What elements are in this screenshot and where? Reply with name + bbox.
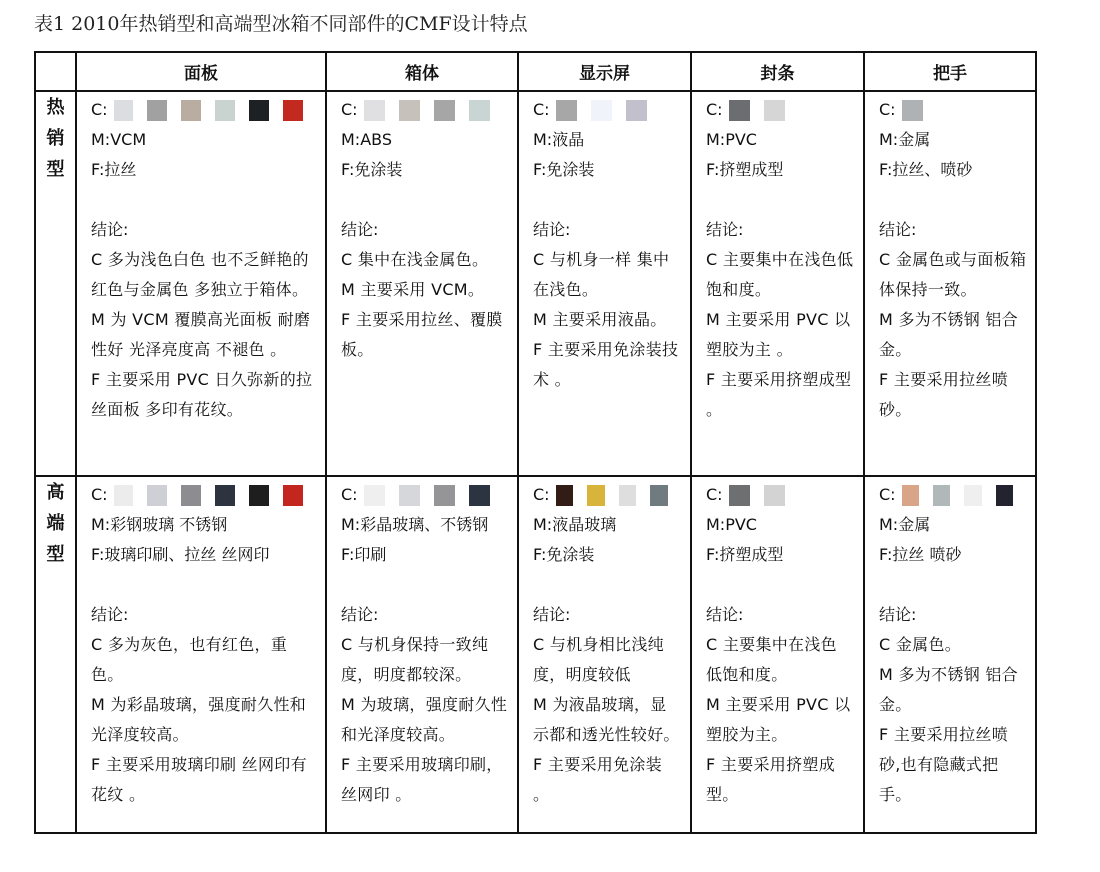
color-swatch-row [879, 480, 1027, 510]
header-cabinet: 箱体 [326, 52, 518, 91]
conclusion-label: 结论: [533, 605, 571, 624]
color-label: C: [879, 100, 896, 119]
cell-content [692, 92, 863, 425]
header-row [35, 52, 1036, 91]
conclusion-paragraph: C 与机身保持一致纯度，明度都较深。 [341, 635, 489, 684]
conclusion-paragraph: M 为 VCM 覆膜高光面板 耐磨性好 光泽亮度高 不褪色 。 [91, 310, 311, 359]
header-display: 显示屏 [518, 52, 691, 91]
color-swatch [181, 100, 201, 121]
material-line: M:彩晶玻璃、不锈钢 [341, 515, 489, 534]
spacer [879, 185, 1027, 215]
row-label-cell [35, 476, 76, 833]
header-panel: 面板 [76, 52, 326, 91]
conclusion-paragraph: M 主要采用 VCM。 [341, 280, 485, 299]
color-swatch [764, 485, 785, 506]
color-label: C: [91, 100, 108, 119]
conclusion-label: 结论: [879, 220, 917, 239]
finish-line: F:玻璃印刷、拉丝 丝网印 [91, 545, 270, 564]
color-swatch-row [533, 95, 682, 125]
finish-line: F:挤塑成型 [706, 160, 784, 179]
finish-line: F:印刷 [341, 545, 387, 564]
conclusion-label: 结论: [706, 605, 744, 624]
cell-content [77, 92, 325, 425]
row-label-cell [35, 91, 76, 476]
color-label: C: [533, 100, 550, 119]
cmf-table [34, 51, 1037, 834]
conclusion-label: 结论: [341, 605, 379, 624]
finish-line: F:免涂装 [533, 545, 595, 564]
color-swatch-row [706, 95, 855, 125]
conclusion-paragraph: C 与机身相比浅纯度，明度较低 [533, 635, 664, 684]
header-handle: 把手 [864, 52, 1036, 91]
spacer [533, 570, 682, 600]
conclusion-paragraph: F 主要采用玻璃印刷，丝网印 。 [341, 755, 503, 804]
finish-line: F:免涂装 [533, 160, 595, 179]
color-swatch [996, 485, 1013, 506]
material-line: M:液晶玻璃 [533, 515, 617, 534]
color-swatch [556, 485, 574, 506]
color-swatch [399, 485, 420, 506]
cell-display [518, 91, 691, 476]
conclusion-label: 结论: [879, 605, 917, 624]
cell-display [518, 476, 691, 833]
color-swatch [364, 485, 385, 506]
conclusion-paragraph: F 主要采用 PVC 日久弥新的拉丝面板 多印有花纹。 [91, 370, 313, 419]
color-swatch [591, 100, 612, 121]
conclusion-paragraph: M 多为不锈钢 铝合金。 [879, 665, 1018, 714]
color-swatch [902, 100, 923, 121]
conclusion-paragraph: M 主要采用 PVC 以塑胶为主。 [706, 695, 851, 744]
cell-content [865, 92, 1035, 425]
color-swatch [764, 100, 785, 121]
conclusion-paragraph: F 主要采用免涂装技术 。 [533, 340, 679, 389]
spacer [706, 570, 855, 600]
conclusion-paragraph: M 主要采用 PVC 以塑胶为主 。 [706, 310, 851, 359]
conclusion-paragraph: C 多为浅色白色 也不乏鲜艳的红色与金属色 多独立于箱体。 [91, 250, 309, 299]
cell-panel [76, 91, 326, 476]
conclusion-paragraph: F 主要采用拉丝、覆膜板。 [341, 310, 503, 359]
color-swatch [469, 485, 490, 506]
conclusion-paragraph: M 多为不锈钢 铝合金。 [879, 310, 1018, 359]
color-label: C: [706, 100, 723, 119]
color-swatch [902, 485, 919, 506]
conclusion-paragraph: C 多为灰色，也有红色，重色。 [91, 635, 288, 684]
finish-line: F:拉丝 [91, 160, 137, 179]
finish-line: F:拉丝 喷砂 [879, 545, 962, 564]
color-swatch [249, 100, 269, 121]
color-swatch-row [91, 480, 317, 510]
conclusion-paragraph: C 主要集中在浅色低饱和度。 [706, 250, 854, 299]
color-swatch [587, 485, 605, 506]
color-swatch [249, 485, 269, 506]
cell-content [327, 477, 517, 810]
cell-handle [864, 476, 1036, 833]
color-swatch [147, 100, 167, 121]
cell-content [692, 477, 863, 810]
color-label: C: [879, 485, 896, 504]
cell-content [519, 477, 690, 810]
cell-seal [691, 91, 864, 476]
conclusion-paragraph: M 主要采用液晶。 [533, 310, 667, 329]
corner-cell [35, 52, 76, 91]
conclusion-paragraph: C 主要集中在浅色 低饱和度。 [706, 635, 837, 684]
color-label: C: [706, 485, 723, 504]
finish-line: F:拉丝、喷砂 [879, 160, 973, 179]
cell-panel [76, 476, 326, 833]
spacer [533, 185, 682, 215]
finish-line: F:挤塑成型 [706, 545, 784, 564]
color-swatch [729, 485, 750, 506]
color-swatch [181, 485, 201, 506]
color-swatch [215, 100, 235, 121]
color-swatch-row [879, 95, 1027, 125]
color-swatch-row [706, 480, 855, 510]
conclusion-paragraph: M 为彩晶玻璃，强度耐久性和光泽度较高。 [91, 695, 307, 744]
color-swatch [964, 485, 981, 506]
color-swatch [556, 100, 577, 121]
cell-content [865, 477, 1035, 810]
cell-cabinet [326, 476, 518, 833]
conclusion-label: 结论: [706, 220, 744, 239]
conclusion-label: 结论: [533, 220, 571, 239]
color-swatch [434, 485, 455, 506]
cell-content [77, 477, 325, 810]
finish-line: F:免涂装 [341, 160, 403, 179]
header-seal: 封条 [691, 52, 864, 91]
material-line: M:ABS [341, 130, 392, 149]
color-swatch [114, 485, 134, 506]
color-swatch [650, 485, 668, 506]
color-swatch [364, 100, 385, 121]
spacer [879, 570, 1027, 600]
conclusion-paragraph: F 主要采用玻璃印刷 丝网印有花纹 。 [91, 755, 307, 804]
row-label: 高端型 [46, 482, 65, 565]
conclusion-paragraph: M 为液晶玻璃，显示都和透光性较好。 [533, 695, 680, 744]
color-swatch-row [341, 95, 509, 125]
conclusion-paragraph: C 金属色或与面板箱体保持一致。 [879, 250, 1027, 299]
spacer [341, 570, 509, 600]
conclusion-label: 结论: [91, 220, 129, 239]
color-label: C: [91, 485, 108, 504]
color-swatch [283, 485, 303, 506]
table-row [35, 91, 1036, 476]
color-swatch-row [91, 95, 317, 125]
color-label: C: [341, 485, 358, 504]
color-swatch [933, 485, 950, 506]
material-line: M:PVC [706, 515, 757, 534]
material-line: M:金属 [879, 515, 931, 534]
conclusion-paragraph: F 主要采用挤塑成型。 [706, 755, 835, 804]
conclusion-label: 结论: [91, 605, 129, 624]
conclusion-paragraph: F 主要采用挤塑成型 。 [706, 370, 852, 419]
color-swatch [114, 100, 134, 121]
table-caption: 表1 2010年热销型和高端型冰箱不同部件的CMF设计特点 [34, 13, 528, 35]
conclusion-paragraph: C 金属色。 [879, 635, 962, 654]
cell-seal [691, 476, 864, 833]
color-swatch [147, 485, 167, 506]
color-swatch [729, 100, 750, 121]
material-line: M:彩钢玻璃 不锈钢 [91, 515, 228, 534]
color-swatch [619, 485, 637, 506]
color-swatch-row [533, 480, 682, 510]
cell-cabinet [326, 91, 518, 476]
cell-content [519, 92, 690, 395]
conclusion-paragraph: M 为玻璃，强度耐久性和光泽度较高。 [341, 695, 508, 744]
conclusion-paragraph: C 与机身一样 集中在浅色。 [533, 250, 670, 299]
color-label: C: [533, 485, 550, 504]
spacer [91, 570, 317, 600]
color-swatch [215, 485, 235, 506]
conclusion-paragraph: C 集中在浅金属色。 [341, 250, 489, 269]
cell-handle [864, 91, 1036, 476]
color-label: C: [341, 100, 358, 119]
color-swatch [626, 100, 647, 121]
spacer [91, 185, 317, 215]
color-swatch [434, 100, 455, 121]
conclusion-label: 结论: [341, 220, 379, 239]
row-label: 热销型 [46, 97, 65, 180]
spacer [706, 185, 855, 215]
conclusion-paragraph: F 主要采用拉丝喷砂。 [879, 370, 1008, 419]
table-row [35, 476, 1036, 833]
material-line: M:金属 [879, 130, 931, 149]
material-line: M:液晶 [533, 130, 585, 149]
conclusion-paragraph: F 主要采用拉丝喷砂,也有隐藏式把手。 [879, 725, 1008, 804]
cell-content [327, 92, 517, 365]
spacer [341, 185, 509, 215]
color-swatch [399, 100, 420, 121]
color-swatch [283, 100, 303, 121]
material-line: M:VCM [91, 130, 147, 149]
conclusion-paragraph: F 主要采用免涂装 。 [533, 755, 662, 804]
material-line: M:PVC [706, 130, 757, 149]
color-swatch-row [341, 480, 509, 510]
color-swatch [469, 100, 490, 121]
